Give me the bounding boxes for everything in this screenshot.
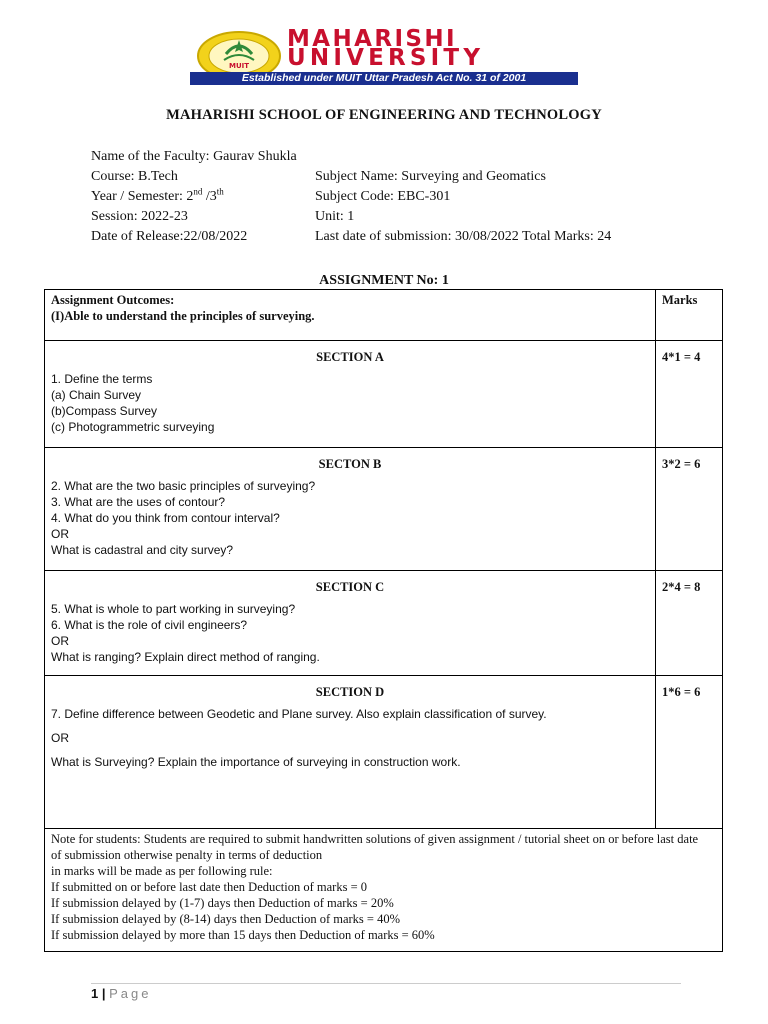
tagline: Established under MUIT Uttar Pradesh Act No. 31 of 2001	[190, 72, 578, 85]
note-line: Note for students: Students are required to submit handwritten solutions of given assignment / tutorial sheet on or before last date	[51, 832, 699, 846]
section-marks: 1*6 = 6	[656, 676, 723, 829]
section-title: SECTION D	[315, 685, 385, 699]
info-left-column	[91, 147, 297, 247]
outcome-row	[45, 290, 723, 341]
question-line: What is ranging? Explain direct method of ranging.	[51, 650, 320, 664]
question-line: 4. What do you think from contour interval?	[51, 511, 280, 525]
outcome-cell	[45, 290, 656, 341]
section-row	[45, 676, 723, 829]
release-date: Date of Release:22/08/2022	[91, 229, 248, 244]
question-line: What is cadastral and city survey?	[51, 543, 234, 557]
section-c-cell	[45, 571, 656, 676]
page-footer	[91, 986, 151, 1001]
section-title: SECTION A	[316, 350, 384, 364]
question-line: 1. Define the terms	[51, 372, 153, 386]
question-line: 3. What are the uses of contour?	[51, 495, 226, 509]
note-line: If submission delayed by more than 15 days then Deduction of marks = 60%	[51, 928, 435, 942]
section-a-cell	[45, 341, 656, 448]
session: Session: 2022-23	[91, 209, 188, 224]
section-d-cell	[45, 676, 656, 829]
question-line: OR	[51, 634, 69, 648]
footer-separator: |	[98, 986, 110, 1001]
logo-line-2: UNIVERSITY	[287, 45, 485, 71]
footer-divider	[91, 983, 681, 984]
section-row	[45, 571, 723, 676]
section-row	[45, 448, 723, 571]
note-row	[45, 829, 723, 952]
question-line: (b)Compass Survey	[51, 404, 158, 418]
section-title: SECTON B	[318, 457, 382, 471]
subject-name: Subject Name: Surveying and Geomatics	[315, 169, 546, 184]
info-right-column	[315, 167, 611, 247]
assignment-title: ASSIGNMENT No: 1	[319, 273, 449, 288]
university-header	[0, 28, 768, 90]
year-semester: Year / Semester: 2nd /3th	[91, 186, 224, 204]
note-line: If submission delayed by (8-14) days then Deduction of marks = 40%	[51, 912, 400, 926]
question-line: 6. What is the role of civil engineers?	[51, 618, 248, 632]
page-number: 1	[91, 986, 99, 1001]
course: Course: B.Tech	[91, 169, 178, 184]
seal-text: MUIT	[228, 62, 250, 70]
question-line: 7. Define difference between Geodetic and Plane survey. Also explain classification of survey.	[51, 707, 547, 721]
unit: Unit: 1	[315, 209, 355, 224]
school-title: MAHARISHI SCHOOL OF ENGINEERING AND TECHNOLOGY	[166, 107, 602, 123]
marks-header: Marks	[656, 290, 723, 341]
outcome-label: Assignment Outcomes:	[51, 293, 175, 307]
section-marks: 2*4 = 8	[656, 571, 723, 676]
question-line: (c) Photogrammetric surveying	[51, 420, 215, 434]
section-marks: 4*1 = 4	[656, 341, 723, 448]
section-row	[45, 341, 723, 448]
question-line: OR	[51, 527, 69, 541]
section-title: SECTION C	[315, 580, 385, 594]
faculty-name: Name of the Faculty: Gaurav Shukla	[91, 149, 297, 164]
note-cell	[45, 829, 723, 952]
page-word: Page	[109, 986, 152, 1001]
note-line: If submitted on or before last date then Deduction of marks = 0	[51, 880, 367, 894]
last-date-total-marks: Last date of submission: 30/08/2022 Total Marks: 24	[315, 229, 612, 244]
question-line: OR	[51, 731, 69, 745]
note-line: If submission delayed by (1-7) days then Deduction of marks = 20%	[51, 896, 394, 910]
assignment-table	[44, 289, 723, 952]
outcome-text: (I)Able to understand the principles of surveying.	[51, 309, 315, 323]
question-line: 2. What are the two basic principles of surveying?	[51, 479, 316, 493]
logo-line-1: MAHARISHI	[287, 26, 457, 52]
note-line: of submission otherwise penalty in terms of deduction	[51, 848, 323, 862]
section-b-cell	[45, 448, 656, 571]
section-marks: 3*2 = 6	[656, 448, 723, 571]
note-line: in marks will be made as per following rule:	[51, 864, 273, 878]
subject-code: Subject Code: EBC-301	[315, 189, 451, 204]
university-wordmark	[287, 26, 485, 71]
question-line: (a) Chain Survey	[51, 388, 142, 402]
question-line: 5. What is whole to part working in surveying?	[51, 602, 296, 616]
question-line: What is Surveying? Explain the importance of surveying in construction work.	[51, 755, 461, 769]
